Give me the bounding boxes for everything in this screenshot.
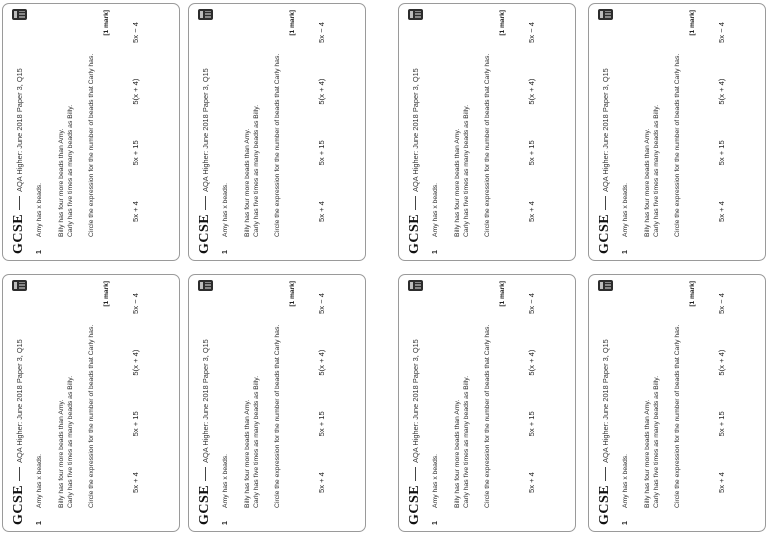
question-instruction: Circle the expression for the number of beads that Carly has.	[484, 53, 491, 237]
question-statement: Amy has x beads.	[432, 182, 439, 237]
gcse-logo: GCSE	[407, 484, 422, 525]
question-number: 1	[622, 250, 629, 254]
question-info-2: Carly has five times as many beads as Billy.	[463, 375, 470, 508]
option-a[interactable]: 5x + 4	[131, 472, 140, 493]
question-info-1: Billy has four more beads than Amy.	[644, 128, 651, 237]
header-rule	[205, 467, 206, 481]
question-instruction: Circle the expression for the number of beads that Carly has.	[274, 53, 281, 237]
question-number: 1	[36, 521, 43, 525]
option-b[interactable]: 5x + 15	[131, 411, 140, 437]
calculator-icon	[408, 9, 423, 20]
option-b[interactable]: 5x + 15	[717, 411, 726, 437]
question-info-2: Carly has five times as many beads as Billy.	[67, 375, 74, 508]
option-c[interactable]: 5(x + 4)	[131, 78, 140, 105]
question-source: AQA Higher: June 2018 Paper 3, Q15	[410, 339, 420, 463]
question-card	[188, 274, 366, 532]
gcse-logo: GCSE	[197, 213, 212, 254]
answer-options	[317, 293, 326, 493]
calculator-icon	[598, 9, 613, 20]
header-rule	[19, 196, 20, 210]
option-d[interactable]: 5x − 4	[131, 22, 140, 43]
question-info-1: Billy has four more beads than Amy.	[644, 399, 651, 508]
question-info-2: Carly has five times as many beads as Billy.	[253, 375, 260, 508]
header-rule	[605, 467, 606, 481]
question-card	[188, 3, 366, 261]
option-d[interactable]: 5x − 4	[717, 22, 726, 43]
calculator-icon	[198, 280, 213, 291]
marks-label: [1 mark]	[689, 10, 696, 36]
question-statement: Amy has x beads.	[222, 182, 229, 237]
question-info-1: Billy has four more beads than Amy.	[454, 399, 461, 508]
marks-label: [1 mark]	[289, 10, 296, 36]
option-c[interactable]: 5(x + 4)	[527, 349, 536, 376]
answer-options	[527, 22, 536, 222]
gcse-logo: GCSE	[597, 213, 612, 254]
header-rule	[415, 196, 416, 210]
question-info-2: Carly has five times as many beads as Billy.	[253, 104, 260, 237]
marks-label: [1 mark]	[103, 10, 110, 36]
question-instruction: Circle the expression for the number of beads that Carly has.	[88, 324, 95, 508]
calculator-icon	[598, 280, 613, 291]
option-d[interactable]: 5x − 4	[527, 22, 536, 43]
marks-label: [1 mark]	[103, 281, 110, 307]
question-statement: Amy has x beads.	[622, 453, 629, 508]
option-d[interactable]: 5x − 4	[317, 22, 326, 43]
question-card	[398, 3, 576, 261]
option-a[interactable]: 5x + 4	[717, 472, 726, 493]
calculator-icon	[198, 9, 213, 20]
calculator-icon	[12, 9, 27, 20]
question-statement: Amy has x beads.	[622, 182, 629, 237]
card-header	[405, 9, 425, 254]
question-instruction: Circle the expression for the number of beads that Carly has.	[88, 53, 95, 237]
question-card	[2, 3, 180, 261]
question-info-2: Carly has five times as many beads as Billy.	[463, 104, 470, 237]
question-instruction: Circle the expression for the number of beads that Carly has.	[674, 53, 681, 237]
question-info-1: Billy has four more beads than Amy.	[58, 399, 65, 508]
question-number: 1	[622, 521, 629, 525]
header-rule	[415, 467, 416, 481]
option-d[interactable]: 5x − 4	[131, 293, 140, 314]
header-rule	[605, 196, 606, 210]
option-b[interactable]: 5x + 15	[131, 140, 140, 166]
option-c[interactable]: 5(x + 4)	[527, 78, 536, 105]
answer-options	[717, 22, 726, 222]
option-c[interactable]: 5(x + 4)	[717, 78, 726, 105]
option-a[interactable]: 5x + 4	[317, 472, 326, 493]
answer-options	[131, 293, 140, 493]
header-rule	[205, 196, 206, 210]
question-card	[588, 274, 766, 532]
question-source: AQA Higher: June 2018 Paper 3, Q15	[14, 339, 24, 463]
question-number: 1	[432, 250, 439, 254]
gcse-logo: GCSE	[197, 484, 212, 525]
option-a[interactable]: 5x + 4	[717, 201, 726, 222]
answer-options	[527, 293, 536, 493]
marks-label: [1 mark]	[499, 10, 506, 36]
question-info-2: Carly has five times as many beads as Billy.	[653, 104, 660, 237]
card-header	[405, 280, 425, 525]
question-info-1: Billy has four more beads than Amy.	[58, 128, 65, 237]
question-number: 1	[222, 521, 229, 525]
question-statement: Amy has x beads.	[432, 453, 439, 508]
question-info-1: Billy has four more beads than Amy.	[454, 128, 461, 237]
option-a[interactable]: 5x + 4	[527, 472, 536, 493]
question-instruction: Circle the expression for the number of beads that Carly has.	[674, 324, 681, 508]
question-number: 1	[432, 521, 439, 525]
option-c[interactable]: 5(x + 4)	[717, 349, 726, 376]
marks-label: [1 mark]	[689, 281, 696, 307]
marks-label: [1 mark]	[499, 281, 506, 307]
question-statement: Amy has x beads.	[36, 453, 43, 508]
question-source: AQA Higher: June 2018 Paper 3, Q15	[14, 68, 24, 192]
option-d[interactable]: 5x − 4	[527, 293, 536, 314]
question-card	[588, 3, 766, 261]
option-c[interactable]: 5(x + 4)	[317, 78, 326, 105]
gcse-logo: GCSE	[11, 484, 26, 525]
calculator-icon	[408, 280, 423, 291]
option-a[interactable]: 5x + 4	[527, 201, 536, 222]
question-source: AQA Higher: June 2018 Paper 3, Q15	[600, 68, 610, 192]
question-card	[398, 274, 576, 532]
card-header	[595, 280, 615, 525]
card-header	[9, 280, 29, 525]
option-c[interactable]: 5(x + 4)	[131, 349, 140, 376]
option-b[interactable]: 5x + 15	[317, 411, 326, 437]
question-instruction: Circle the expression for the number of beads that Carly has.	[484, 324, 491, 508]
option-d[interactable]: 5x − 4	[317, 293, 326, 314]
question-info-1: Billy has four more beads than Amy.	[244, 128, 251, 237]
card-header	[595, 9, 615, 254]
answer-options	[717, 293, 726, 493]
option-a[interactable]: 5x + 4	[317, 201, 326, 222]
question-card	[2, 274, 180, 532]
answer-options	[131, 22, 140, 222]
card-header	[9, 9, 29, 254]
option-a[interactable]: 5x + 4	[131, 201, 140, 222]
option-b[interactable]: 5x + 15	[527, 411, 536, 437]
option-c[interactable]: 5(x + 4)	[317, 349, 326, 376]
card-header	[195, 9, 215, 254]
question-info-2: Carly has five times as many beads as Billy.	[67, 104, 74, 237]
question-info-2: Carly has five times as many beads as Billy.	[653, 375, 660, 508]
marks-label: [1 mark]	[289, 281, 296, 307]
question-source: AQA Higher: June 2018 Paper 3, Q15	[410, 68, 420, 192]
question-statement: Amy has x beads.	[222, 453, 229, 508]
question-info-1: Billy has four more beads than Amy.	[244, 399, 251, 508]
question-source: AQA Higher: June 2018 Paper 3, Q15	[600, 339, 610, 463]
question-statement: Amy has x beads.	[36, 182, 43, 237]
question-source: AQA Higher: June 2018 Paper 3, Q15	[200, 68, 210, 192]
question-instruction: Circle the expression for the number of beads that Carly has.	[274, 324, 281, 508]
question-number: 1	[36, 250, 43, 254]
question-number: 1	[222, 250, 229, 254]
option-d[interactable]: 5x − 4	[717, 293, 726, 314]
option-b[interactable]: 5x + 15	[717, 140, 726, 166]
option-b[interactable]: 5x + 15	[317, 140, 326, 166]
card-header	[195, 280, 215, 525]
header-rule	[19, 467, 20, 481]
calculator-icon	[12, 280, 27, 291]
gcse-logo: GCSE	[11, 213, 26, 254]
gcse-logo: GCSE	[407, 213, 422, 254]
answer-options	[317, 22, 326, 222]
gcse-logo: GCSE	[597, 484, 612, 525]
option-b[interactable]: 5x + 15	[527, 140, 536, 166]
question-source: AQA Higher: June 2018 Paper 3, Q15	[200, 339, 210, 463]
